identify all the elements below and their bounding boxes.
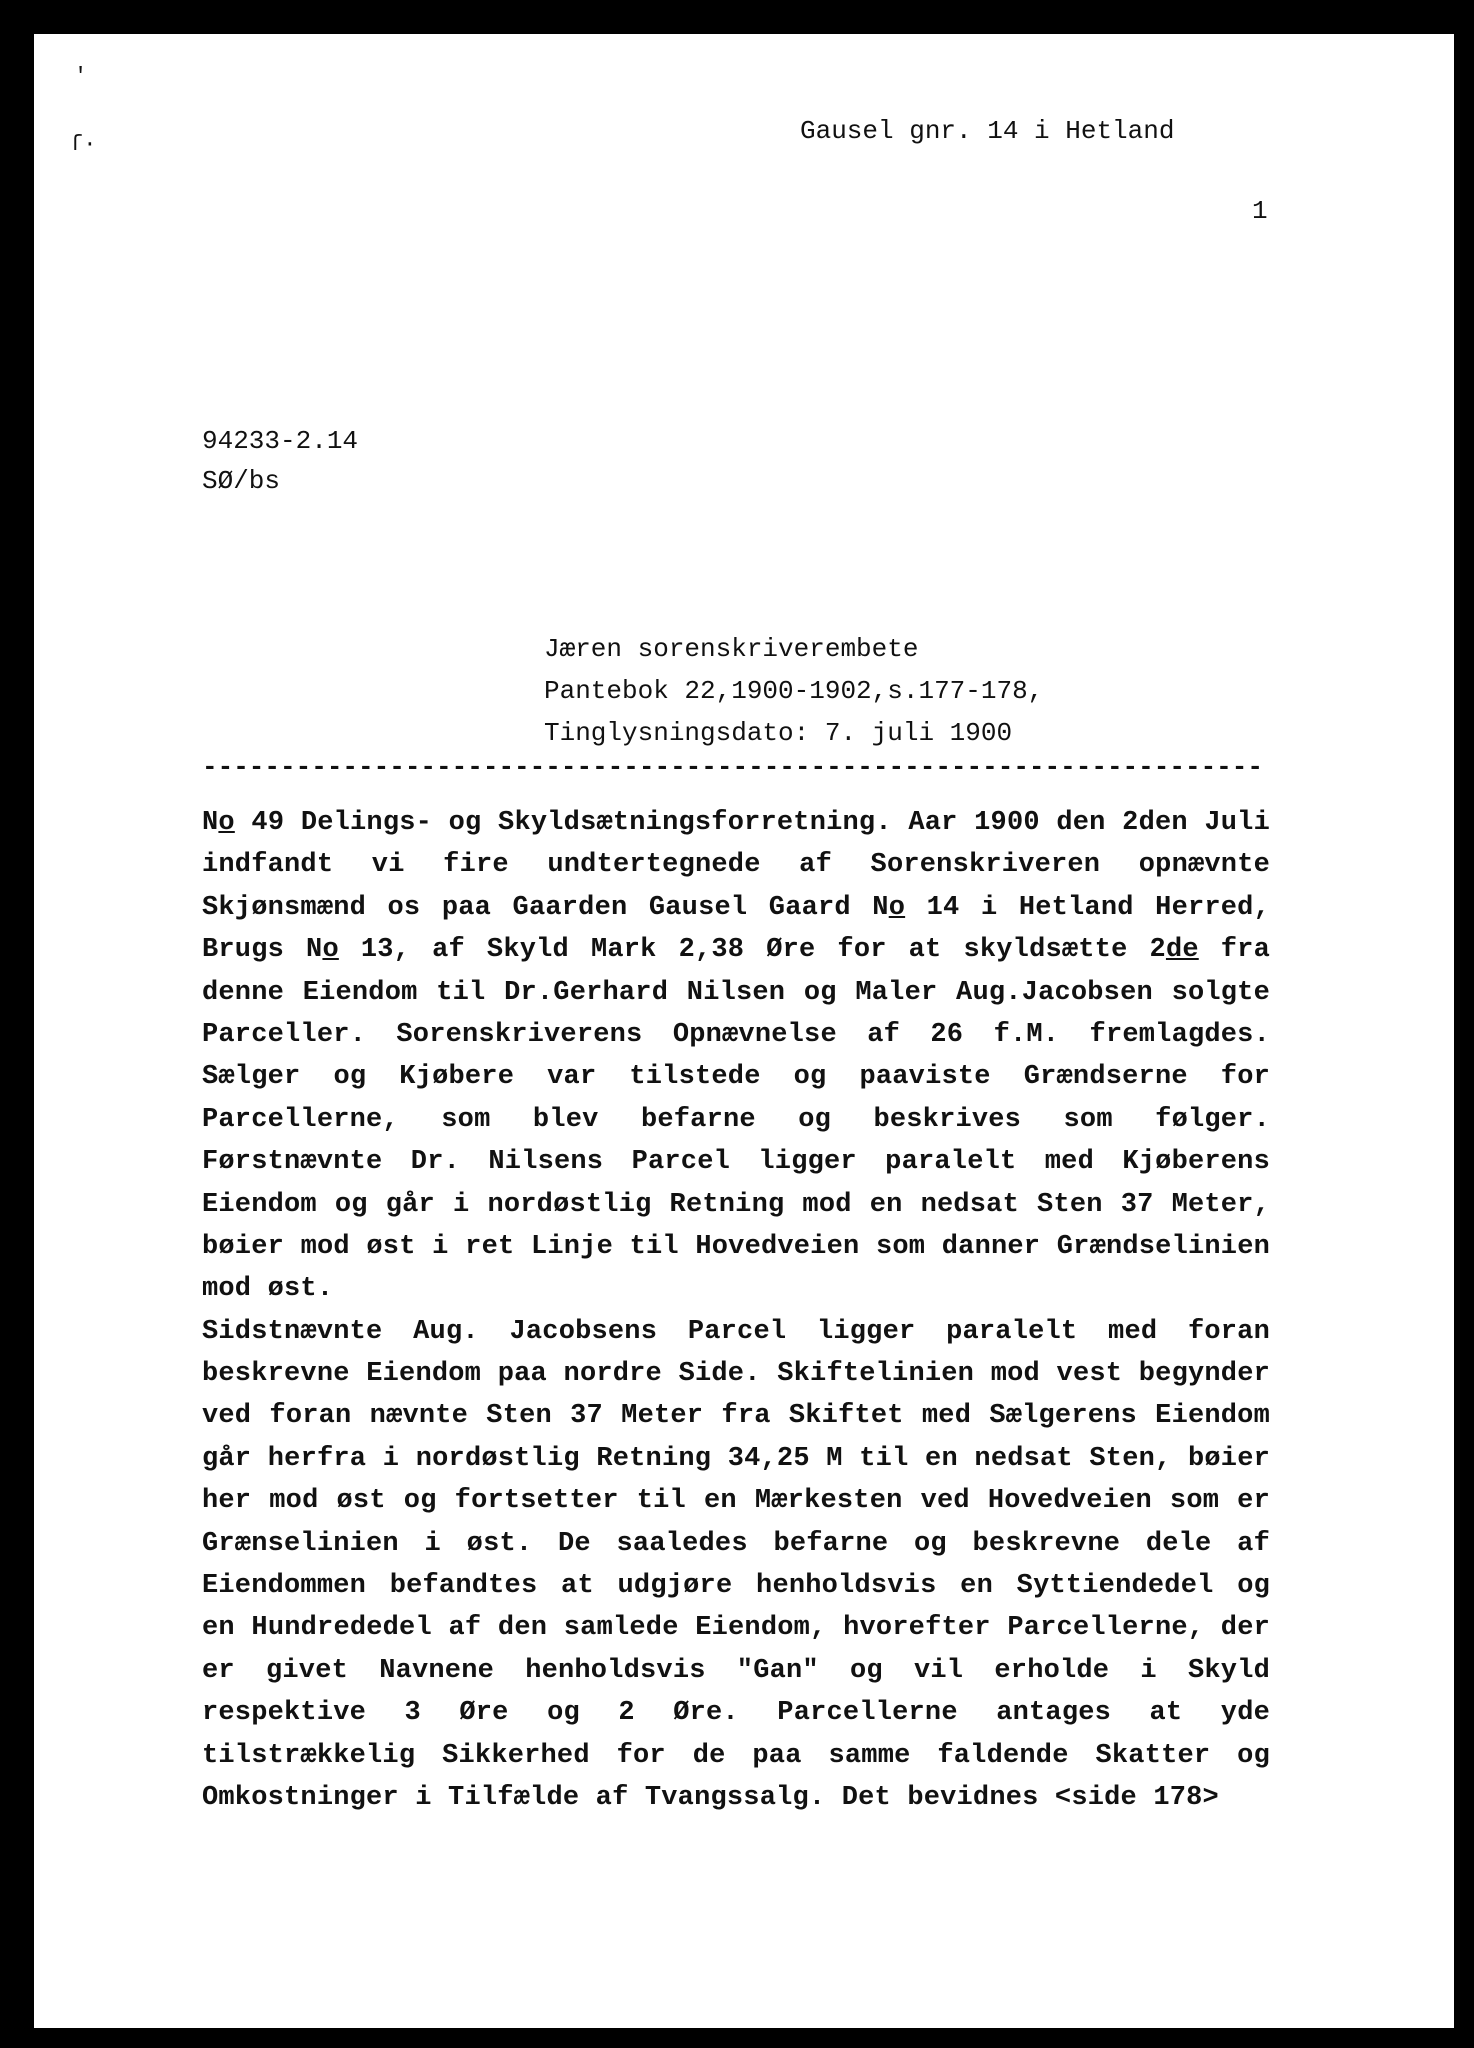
body-text-segment: 49 Delings- og Skyldsætningsforretning. Aar 1900 den 2den Juli bbox=[234, 808, 1270, 838]
source-office: Jæren sorenskriverembete bbox=[544, 634, 919, 664]
body-line: Sælger og Kjøbere var tilstede og paaviste Grændserne for bbox=[202, 1062, 1270, 1093]
underlined-text: o bbox=[218, 808, 235, 838]
body-text-segment: Skjønsmænd os paa Gaarden Gausel Gaard N bbox=[202, 892, 889, 923]
body-line: respektive 3 Øre og 2 Øre. Parcellerne antages at yde bbox=[202, 1698, 1270, 1729]
body-line: beskrevne Eiendom paa nordre Side. Skiftelinien mod vest begynder bbox=[202, 1359, 1270, 1390]
body-text-segment: 13, af Skyld Mark 2,38 Øre for at skyldsætte 2 bbox=[338, 935, 1166, 966]
body-text-segment: Brugs N bbox=[202, 935, 323, 966]
underlined-text: o bbox=[888, 892, 906, 923]
body-line: Grænselinien i øst. De saaledes befarne og beskrevne dele af bbox=[202, 1528, 1270, 1559]
body-text bbox=[202, 802, 1270, 1819]
body-line: Parceller. Sorenskriverens Opnævnelse af 26 f.M. fremlagdes. bbox=[202, 1019, 1270, 1050]
source-date: Tinglysningsdato: 7. juli 1900 bbox=[544, 718, 1013, 748]
body-line: mod øst. bbox=[202, 1274, 334, 1305]
body-line: indfandt vi fire undtertegnede af Sorenskriveren opnævnte bbox=[202, 850, 1270, 881]
body-line: Eiendom og går i nordøstlig Retning mod en nedsat Sten 37 Meter, bbox=[202, 1189, 1270, 1220]
body-line: er givet Navnene henholdsvis "Gan" og vil erholde i Skyld bbox=[202, 1655, 1270, 1686]
reference-initials: SØ/bs bbox=[202, 466, 281, 496]
reference-number: 94233-2.14 bbox=[202, 426, 359, 456]
body-line bbox=[202, 802, 1270, 844]
header-title: Gausel gnr. 14 i Hetland bbox=[800, 116, 1175, 146]
page-number: 1 bbox=[1252, 196, 1268, 226]
body-text-segment: fra bbox=[1198, 935, 1270, 966]
body-line: Parcellerne, som blev befarne og beskrives som følger. bbox=[202, 1104, 1270, 1135]
document-page bbox=[34, 34, 1454, 2028]
body-line: bøier mod øst i ret Linje til Hovedveien som danner Grændselinien bbox=[202, 1231, 1270, 1262]
body-text-segment: N bbox=[202, 808, 219, 838]
body-text-segment: 14 i Hetland Herred, bbox=[905, 892, 1270, 923]
separator-line: -------------------------------------------------------------------- bbox=[202, 752, 1263, 782]
body-line: her mod øst og fortsetter til en Mærkesten ved Hovedveien som er bbox=[202, 1486, 1270, 1517]
body-line: Førstnævnte Dr. Nilsens Parcel ligger paralelt med Kjøberens bbox=[202, 1147, 1270, 1178]
body-line: Sidstnævnte Aug. Jacobsens Parcel ligger paralelt med foran bbox=[202, 1316, 1270, 1347]
body-line: går herfra i nordøstlig Retning 34,25 M til en nedsat Sten, bøier bbox=[202, 1443, 1270, 1474]
underlined-text: de bbox=[1165, 935, 1199, 966]
margin-mark: ſ· bbox=[70, 132, 97, 157]
body-line bbox=[202, 929, 1270, 971]
body-line: Eiendommen befandtes at udgjøre henholdsvis en Syttiendedel og bbox=[202, 1571, 1270, 1602]
body-line: Omkostninger i Tilfælde af Tvangssalg. Det bevidnes <side 178> bbox=[202, 1782, 1219, 1813]
body-line: tilstrækkelig Sikkerhed for de paa samme faldende Skatter og bbox=[202, 1740, 1270, 1771]
margin-mark: ' bbox=[74, 64, 88, 89]
body-line: en Hundrededel af den samlede Eiendom, hvorefter Parcellerne, der bbox=[202, 1613, 1270, 1644]
body-line: ved foran nævnte Sten 37 Meter fra Skiftet med Sælgerens Eiendom bbox=[202, 1401, 1270, 1432]
body-line: denne Eiendom til Dr.Gerhard Nilsen og Maler Aug.Jacobsen solgte bbox=[202, 977, 1270, 1008]
source-book: Pantebok 22,1900-1902,s.177-178, bbox=[544, 676, 1044, 706]
underlined-text: o bbox=[322, 935, 339, 966]
body-line bbox=[202, 887, 1270, 929]
